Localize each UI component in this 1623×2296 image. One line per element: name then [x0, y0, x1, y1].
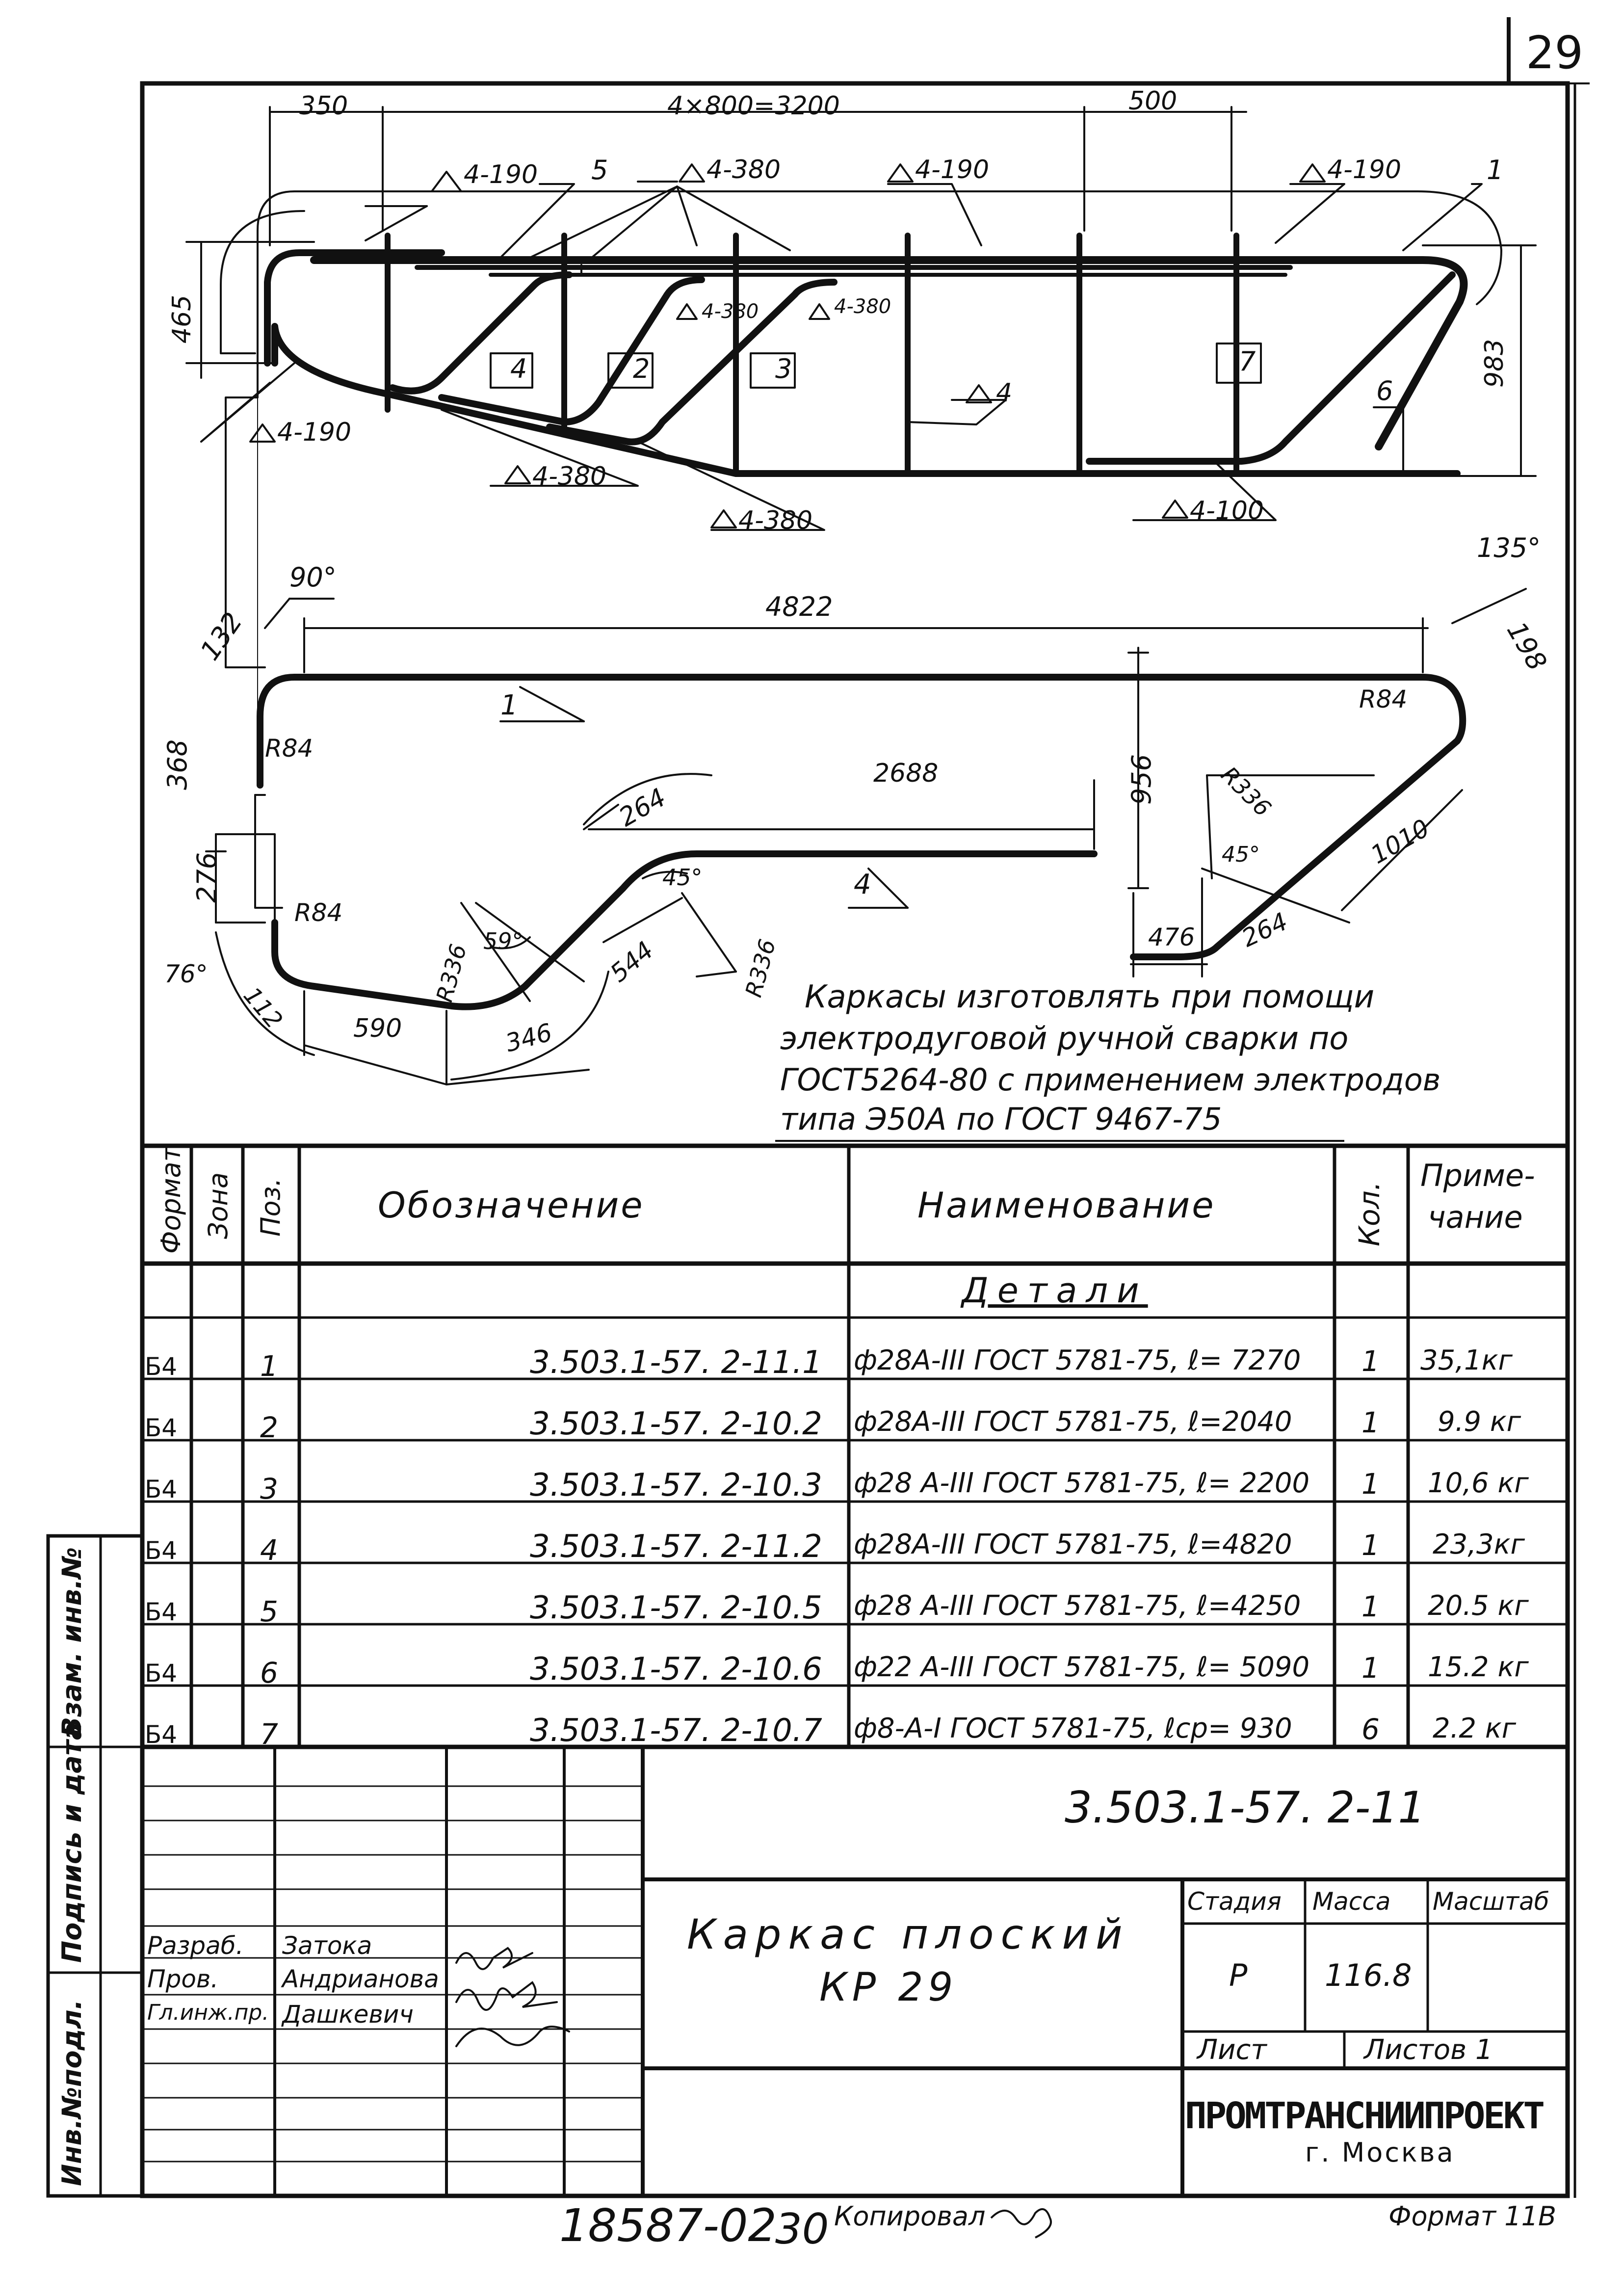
header-format: Формат [156, 1146, 186, 1254]
dim-264: 264 [1237, 907, 1292, 953]
angle-76: 76° [164, 960, 208, 988]
weld-label-5: 4-380 [702, 300, 759, 323]
position-label: 1 [1487, 155, 1504, 185]
cell-qty: 1 [1361, 1345, 1380, 1378]
document-code: 3.503.1-57. 2-11 [1065, 1782, 1426, 1833]
cell-designation: 3.503.1-57. 2-10.2 [530, 1406, 822, 1442]
dim-500: 500 [1128, 86, 1178, 116]
dim-198: 198 [1500, 616, 1553, 676]
cell-note: 2.2 кг [1433, 1713, 1517, 1744]
position-label: 5 [591, 155, 608, 185]
radius-r84: R84 [265, 734, 314, 763]
cell-name: ф28 А-III ГОСТ 5781-75, ℓ=4250 [854, 1590, 1301, 1622]
organization-name: ПРОМТРАНСНИИПРОЕКТ [1185, 2095, 1543, 2137]
dim-112: 112 [237, 981, 288, 1034]
angle-90: 90° [289, 562, 337, 593]
role-label: Гл.инж.пр. [147, 2000, 269, 2025]
page-number: 29 [1526, 26, 1584, 79]
cell-note: 23,3кг [1433, 1529, 1525, 1560]
cell-pos: 7 [260, 1717, 278, 1751]
weld-label-2: 4-380 [707, 155, 781, 185]
footer-number: 18587-02 [559, 2199, 777, 2252]
footer-format: Формат 11В [1388, 2201, 1557, 2232]
cell-format: Б4 [145, 1598, 178, 1626]
cell-format: Б4 [145, 1414, 178, 1442]
cell-name: ф28А-III ГОСТ 5781-75, ℓ=2040 [854, 1406, 1292, 1438]
cell-name: ф28 А-III ГОСТ 5781-75, ℓ= 2200 [854, 1467, 1310, 1499]
dim-132: 132 [194, 607, 249, 666]
radius-r336: R336 [740, 936, 781, 1000]
title-line-2: КР 29 [819, 1964, 958, 2010]
cell-designation: 3.503.1-57. 2-11.2 [530, 1529, 822, 1565]
cell-name: ф22 А-III ГОСТ 5781-75, ℓ= 5090 [854, 1651, 1310, 1683]
cell-qty: 1 [1361, 1651, 1380, 1685]
dim-476: 476 [1148, 923, 1195, 951]
dim-465: 465 [167, 294, 197, 343]
side-stamp-replace: Взам. инв.№ [56, 1547, 87, 1737]
position-label: 4 [510, 353, 527, 384]
sheet-label: Лист [1197, 2034, 1267, 2066]
radius-r84: R84 [1359, 685, 1408, 713]
weld-label-11: 4-100 [1190, 496, 1264, 526]
footer-sheet: 30 [775, 2205, 829, 2254]
dim-590: 590 [353, 1014, 402, 1043]
note-line: типа Э50А по ГОСТ 9467-75 [780, 1101, 1222, 1137]
dim-346: 346 [502, 1018, 555, 1058]
cell-pos: 2 [260, 1411, 278, 1444]
mass-label: Масса [1312, 1887, 1391, 1916]
cell-name: ф8-А-I ГОСТ 5781-75, ℓср= 930 [854, 1713, 1292, 1744]
cell-pos: 1 [260, 1349, 278, 1383]
dim-1010: 1010 [1366, 814, 1435, 870]
cell-note: 9.9 кг [1438, 1406, 1521, 1438]
cell-note: 20.5 кг [1428, 1590, 1529, 1622]
cell-name: ф28А-III ГОСТ 5781-75, ℓ= 7270 [854, 1345, 1301, 1376]
dim-956: 956 [1126, 754, 1157, 805]
cell-qty: 1 [1361, 1467, 1380, 1501]
person-name: Андрианова [282, 1965, 439, 1993]
radius-r336: R336 [1216, 761, 1277, 822]
dim-368: 368 [162, 739, 193, 790]
position-label: 4 [854, 869, 871, 900]
radius-r84: R84 [294, 898, 343, 927]
role-label: Пров. [147, 1965, 219, 1993]
cell-qty: 1 [1361, 1529, 1380, 1562]
dim-276: 276 [191, 852, 222, 903]
cell-note: 15.2 кг [1428, 1651, 1529, 1683]
person-name: Дашкевич [282, 2000, 414, 2029]
weld-label-7: 4 [996, 378, 1013, 408]
dim-983: 983 [1480, 339, 1509, 388]
dim-350: 350 [299, 91, 348, 121]
cell-format: Б4 [145, 1352, 178, 1381]
cell-name: ф28А-III ГОСТ 5781-75, ℓ=4820 [854, 1529, 1292, 1560]
note-line: электродуговой ручной сварки по [780, 1021, 1349, 1057]
note-line: Каркасы изготовлять при помощи [805, 979, 1375, 1015]
weld-label-3: 4-190 [915, 155, 990, 185]
weld-label-4: 4-190 [1327, 155, 1402, 185]
header-designation: Обозначение [378, 1185, 645, 1226]
cell-designation: 3.503.1-57. 2-10.6 [530, 1651, 822, 1688]
angle-45: 45° [662, 864, 703, 891]
cell-format: Б4 [145, 1475, 178, 1504]
dim-4822: 4822 [765, 591, 833, 622]
angle-135: 135° [1477, 532, 1541, 563]
header-note-2: чание [1428, 1199, 1523, 1235]
cell-format: Б4 [145, 1659, 178, 1688]
radius-r336: R336 [431, 941, 472, 1005]
weld-label-9: 4-380 [532, 462, 607, 491]
stage-value: Р [1229, 1957, 1248, 1993]
cell-format: Б4 [145, 1720, 178, 1749]
weld-label-6: 4-380 [834, 295, 891, 318]
dim-544: 544 [604, 936, 659, 988]
position-label: 6 [1376, 375, 1393, 406]
cell-designation: 3.503.1-57. 2-10.3 [530, 1467, 822, 1504]
cell-designation: 3.503.1-57. 2-10.7 [530, 1713, 822, 1749]
note-line: ГОСТ5264-80 с применением электродов [780, 1062, 1441, 1098]
section-title: Детали [962, 1270, 1148, 1311]
header-zone: Зона [203, 1172, 234, 1239]
side-stamp-inventory: Инв.№подл. [56, 1999, 87, 2186]
stage-label: Стадия [1187, 1887, 1282, 1916]
mass-value: 116.8 [1325, 1957, 1412, 1993]
title-line-1: Каркас плоский [687, 1910, 1129, 1958]
weld-label-8: 4-190 [277, 418, 352, 447]
position-label: 3 [775, 353, 792, 384]
position-label: 1 [500, 689, 518, 721]
header-note-1: Приме- [1420, 1158, 1535, 1193]
cell-qty: 1 [1361, 1590, 1380, 1623]
header-qty: Кол. [1353, 1181, 1386, 1246]
cell-note: 35,1кг [1420, 1345, 1513, 1376]
dim-264: 264 [614, 783, 671, 833]
cell-pos: 5 [260, 1595, 278, 1628]
dim-2688: 2688 [873, 759, 939, 788]
cell-pos: 4 [260, 1533, 278, 1567]
cell-pos: 3 [260, 1472, 278, 1505]
header-name: Наименование [917, 1185, 1216, 1226]
position-label: 7 [1239, 346, 1256, 377]
cell-designation: 3.503.1-57. 2-10.5 [530, 1590, 822, 1626]
header-pos: Поз. [255, 1178, 286, 1237]
dim-4x800: 4×800=3200 [667, 91, 840, 121]
cell-designation: 3.503.1-57. 2-11.1 [530, 1345, 822, 1381]
position-label: 2 [633, 353, 650, 384]
sheets-label: Листов 1 [1364, 2034, 1493, 2066]
scale-label: Масштаб [1433, 1887, 1549, 1916]
weld-label-10: 4-380 [738, 506, 813, 535]
angle-45: 45° [1222, 842, 1260, 867]
person-name: Затока [282, 1931, 372, 1960]
angle-59: 59° [483, 928, 524, 954]
cell-format: Б4 [145, 1536, 178, 1565]
footer-copied: Копировал [834, 2201, 986, 2232]
organization-city: г. Москва [1305, 2137, 1455, 2168]
cell-pos: 6 [260, 1656, 278, 1689]
cell-qty: 1 [1361, 1406, 1380, 1439]
cell-note: 10,6 кг [1428, 1467, 1529, 1499]
side-stamp-signature: Подпись и дата [56, 1722, 87, 1963]
role-label: Разраб. [147, 1931, 244, 1960]
cell-qty: 6 [1361, 1713, 1380, 1746]
weld-label-1: 4-190 [464, 160, 538, 189]
